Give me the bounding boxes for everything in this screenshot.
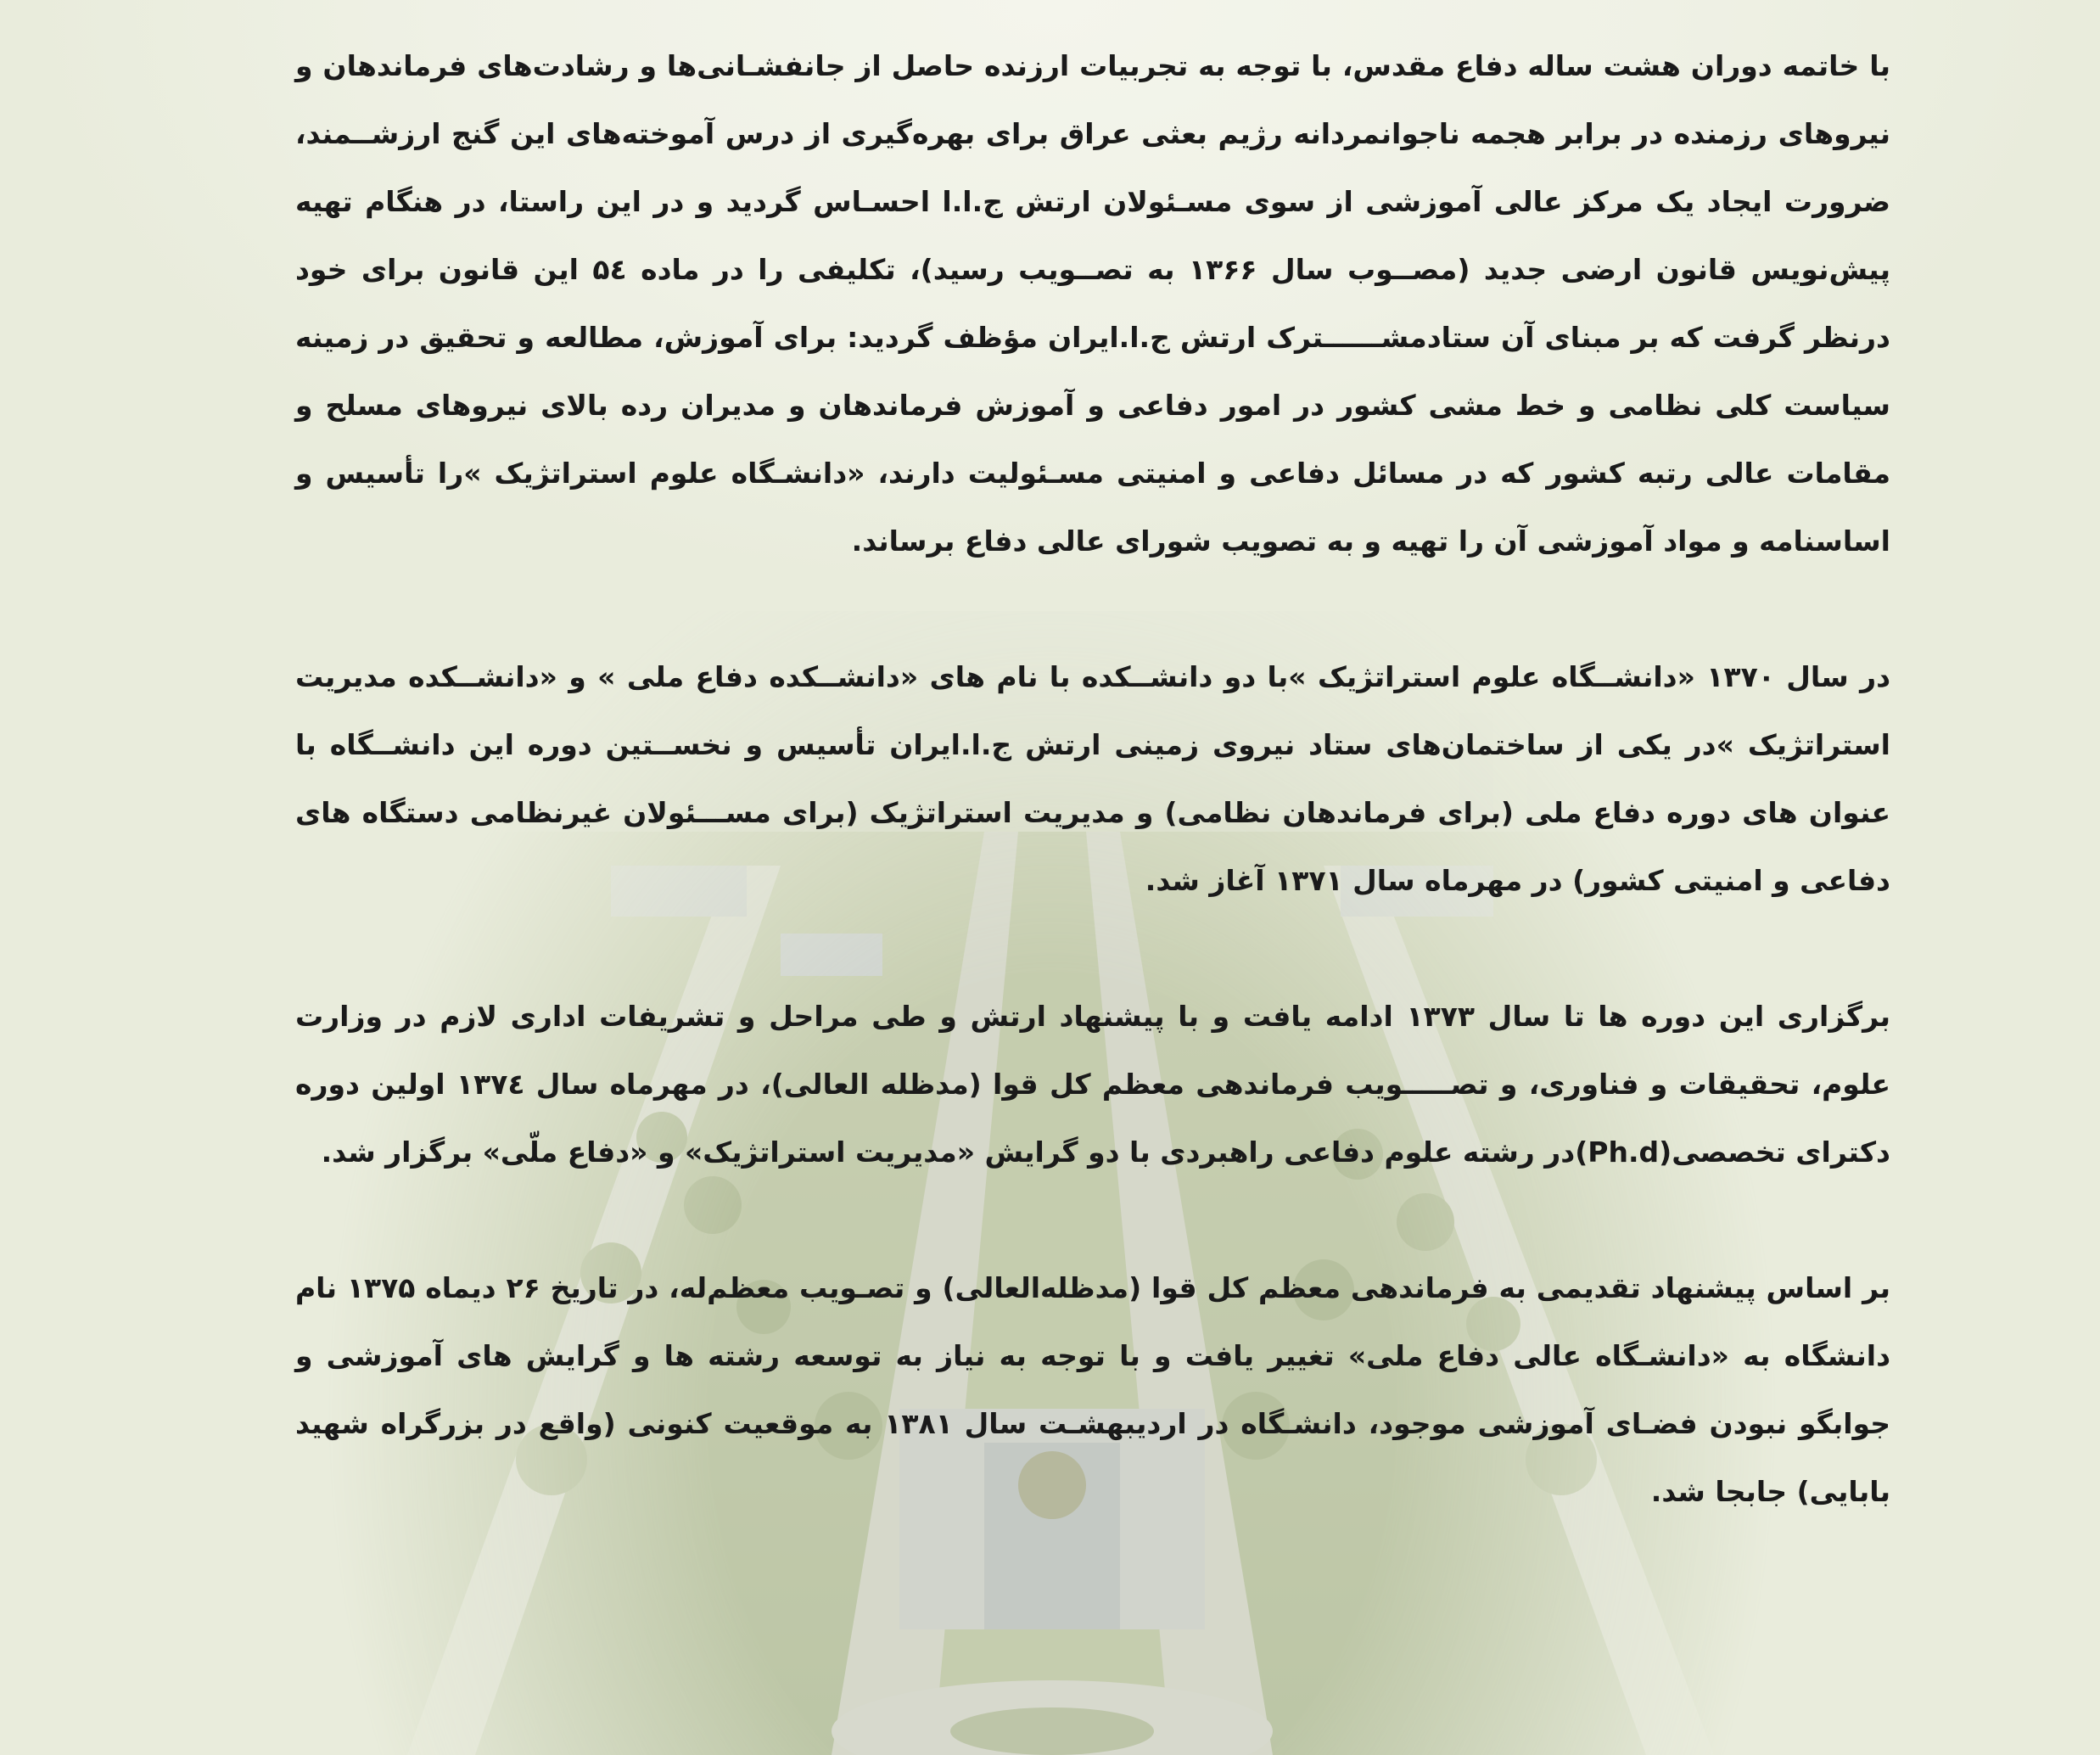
paragraph-1370-establishment: در سال ۱۳۷۰ «دانشــگاه علوم استراتژیک »با دو دانشــکده با نام های «دانشــکده دفاع ملی » و «دانشــکده مدیریت استراتژیک »در یکی از ساختمان‌های ستاد نیروی زمینی ارتش ج.ا.ایران تأسیس و نخســتین دوره این دانشــگاه با عنوان های دوره دفاع ملی (برای فرماندهان نظامی) و مدیریت استراتژیک (برای مســـئولان غیرنظامی دستگاه های دفاعی و امنیتی کشور) در مهرماه سال ۱۳۷۱ آغاز شد. — [295, 660, 1891, 897]
document-body — [295, 32, 1890, 1594]
paragraph-phd-program: برگزاری این دوره ها تا سال ۱۳۷۳ ادامه یافت و با پیشنهاد ارتش و طی مراحل و تشریفات اداری لازم در وزارت علوم، تحقیقات و فناوری، و تصـــــویب فرماندهی معظم کل قوا (مدظله العالی)، در مهرماه سال ۱۳۷٤ اولین دوره دکترای تخصصی(Ph.d)در رشته علوم دفاعی راهبردی با دو گرایش «مدیریت استراتژیک» و «دفاع ملّی» برگزار شد. — [295, 1000, 1890, 1169]
paragraph-founding-background: با خاتمه دوران هشت ساله دفاع مقدس، با توجه به تجربیات ارزنده حاصل از جانفشـانی‌ها و رشادت‌های فرماندهان و نیروهای رزمنده در برابر هجمه ناجوانمردانه رژیم بعثی عراق برای بهره‌گیری از درس آموخته‌های این گنج ارزشــمند، ضرورت ایجاد یک مرکز عالی آموزشی از سوی مسـئولان ارتش ج.ا.ا احسـاس گردید و در این راستا، در هنگام تهیه پیش‌نویس قانون ارضی جدید (مصــوب سال ۱۳۶۶ به تصــویب رسید)، تکلیفی را در ماده ۵٤ این قانون برای خود درنظر گرفت که بر مبنای آن ستادمشــــــترک ارتش ج.ا.ایران مؤظف گردید: برای آموزش، مطالعه و تحقیق در زمینه سیاست کلی نظامی و خط مشی کشور در امور دفاعی و آموزش فرماندهان و مدیران رده بالای نیروهای مسلح و مقامات عالی رتبه کشور که در مسائل دفاعی و امنیتی مسـئولیت دارند، «دانشـگاه علوم استراتژیک »را تأسیس و اساسنامه و مواد آموزشی آن را تهیه و به تصویب شورای عالی دفاع برساند. — [295, 49, 1890, 558]
paragraph-renaming-relocation: بر اساس پیشنهاد تقدیمی به فرماندهی معظم کل قوا (مدظله‌العالی) و تصـویب معظم‌له، در تاریخ ۲۶ دیماه ۱۳۷۵ نام دانشگاه به «دانشـگاه عالی دفاع ملی» تغییر یافت و با توجه به نیاز به توسعه رشته ها و گرایش های آموزشی و جوابگو نبودن فضـای آموزشی موجود، دانشـگاه در اردیبهشـت سال ۱۳۸۱ به موقعیت کنونی (واقع در بزرگراه شهید بابایی) جابجا شد. — [295, 1271, 1891, 1508]
